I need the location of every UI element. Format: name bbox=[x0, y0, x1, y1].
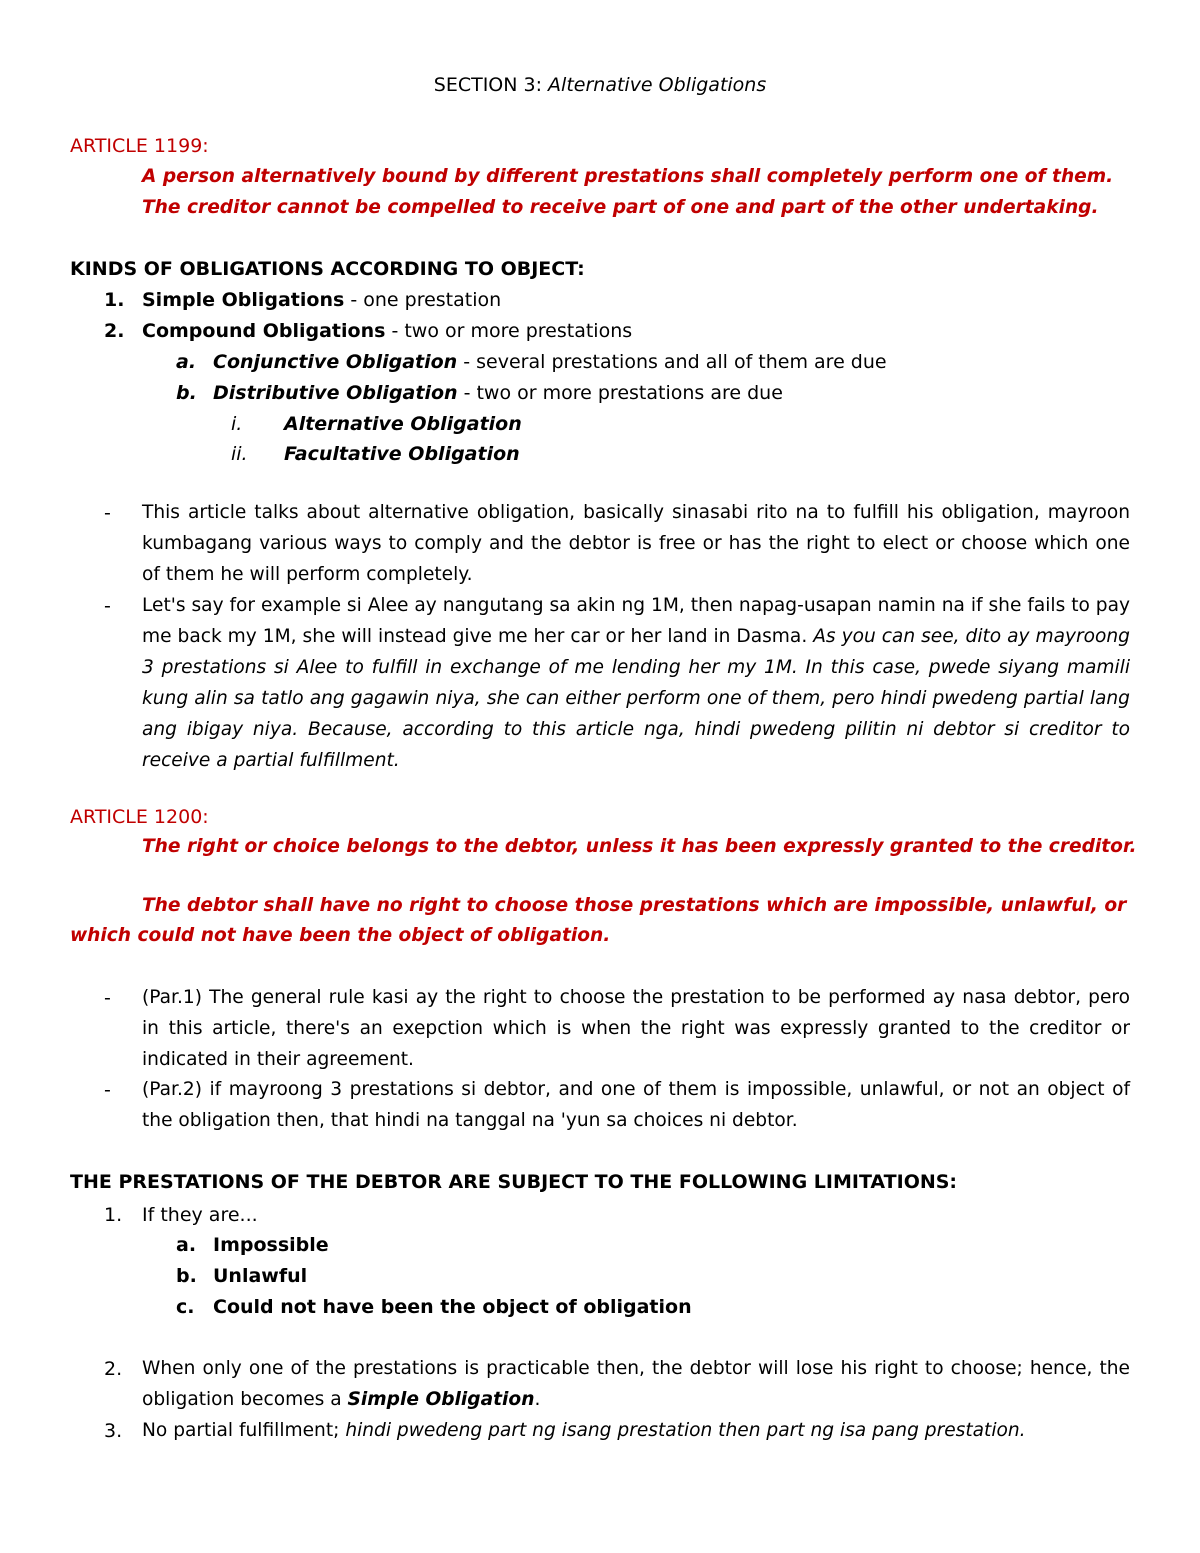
list-marker: i. bbox=[231, 413, 243, 435]
kinds-sublabel: Conjunctive Obligation bbox=[213, 351, 458, 373]
list-item-text bbox=[142, 1419, 1026, 1443]
kinds-desc: - two or more prestations bbox=[385, 320, 633, 342]
list-item-text: Unlawful bbox=[213, 1265, 308, 1287]
list-marker: a. bbox=[176, 351, 197, 373]
article-1199-line-2: The creditor cannot be compelled to receive part of one and part of the other undertaking. bbox=[142, 197, 1099, 218]
list-item-text: Could not have been the object of obligation bbox=[213, 1296, 692, 1318]
list-marker: b. bbox=[176, 382, 197, 404]
note-text: (Par.1) The general rule kasi ay the right to choose the prestation to be performed ay nasa debtor, pero in this article, there's an exepction which is when the right was expressly granted to the creditor or indicated in their agreement. bbox=[142, 987, 1130, 1070]
article-1200-par-2-line-2: which could not have been the object of obligation. bbox=[70, 925, 611, 946]
limitations-heading: THE PRESTATIONS OF THE DEBTOR ARE SUBJECT TO THE FOLLOWING LIMITATIONS: bbox=[70, 1171, 958, 1193]
kinds-subdesc: - two or more prestations are due bbox=[457, 382, 783, 404]
bullet-marker: - bbox=[104, 595, 111, 617]
article-1199-heading: ARTICLE 1199: bbox=[70, 135, 209, 157]
note-text bbox=[142, 590, 1130, 776]
section-title bbox=[0, 73, 1200, 97]
section-prefix: SECTION 3: bbox=[433, 74, 549, 96]
limitations-item-plain: When only one of the prestations is practicable then, the debtor will lose his right to choose; hence, the obligation becomes a bbox=[142, 1358, 1130, 1410]
bullet-marker: - bbox=[104, 502, 111, 524]
kinds-desc: - one prestation bbox=[344, 289, 502, 311]
list-item-text bbox=[213, 381, 783, 405]
list-marker: c. bbox=[176, 1296, 195, 1318]
kinds-label: Compound Obligations bbox=[142, 320, 386, 342]
list-item-text: If they are... bbox=[142, 1204, 258, 1226]
list-item-text bbox=[142, 1353, 1130, 1415]
note-text-plain: Let's say for example si Alee ay nangutang sa akin ng 1M, then napag-usapan namin na if she fails to pay me back my 1M, she will instead give me her car or her land in Dasma. bbox=[142, 595, 1130, 647]
kinds-sublabel: Distributive Obligation bbox=[213, 382, 458, 404]
list-item-text bbox=[142, 288, 501, 312]
list-item-text bbox=[142, 319, 632, 343]
list-marker: a. bbox=[176, 1234, 197, 1256]
list-item-text: Alternative Obligation bbox=[284, 413, 522, 435]
list-item-text: Impossible bbox=[213, 1234, 329, 1256]
kinds-subdesc: - several prestations and all of them are due bbox=[457, 351, 887, 373]
bullet-marker: - bbox=[104, 987, 111, 1009]
list-marker: 2. bbox=[104, 1358, 123, 1380]
list-item-text bbox=[213, 350, 887, 374]
note-text: This article talks about alternative obligation, basically sinasabi rito na to fulfill his obligation, mayroon kumbagang various ways to comply and the debtor is free or has the right to elect or choose which one of them he will perform completely. bbox=[142, 502, 1130, 585]
limitations-item-italic: hindi pwedeng part ng isang prestation then part ng isa pang prestation. bbox=[345, 1420, 1026, 1441]
kinds-label: Simple Obligations bbox=[142, 289, 345, 311]
bullet-marker: - bbox=[104, 1079, 111, 1101]
article-1200-par-1: The right or choice belongs to the debtor, unless it has been expressly granted to the creditor. bbox=[142, 836, 1137, 857]
list-marker: 3. bbox=[104, 1420, 123, 1442]
list-item-text: Facultative Obligation bbox=[284, 443, 520, 465]
article-1200-heading: ARTICLE 1200: bbox=[70, 806, 209, 828]
note-text: (Par.2) if mayroong 3 prestations si debtor, and one of them is impossible, unlawful, or not an object of the obligation then, that hindi na tanggal na 'yun sa choices ni debtor. bbox=[142, 1079, 1130, 1131]
kinds-heading: KINDS OF OBLIGATIONS ACCORDING TO OBJECT: bbox=[70, 258, 585, 280]
note-text-italic: As you can see, dito ay mayroong 3 prestations si Alee to fulfill in exchange of me lending her my 1M. In this case, pwede siyang mamili kung alin sa tatlo ang gagawin niya, she can either perform one of them, pero hindi pwedeng partial lang ang ibigay niya. Because, according to this article nga, hindi pwedeng pilitin ni debtor si creditor to receive a partial fulfillment. bbox=[142, 626, 1130, 771]
limitations-item-plain: No partial fulfillment; bbox=[142, 1420, 346, 1441]
list-marker: 1. bbox=[104, 289, 125, 311]
limitations-item-end: . bbox=[534, 1389, 541, 1410]
list-marker: b. bbox=[176, 1265, 197, 1287]
article-1200-par-2-line-1: The debtor shall have no right to choose those prestations which are impossible, unlawful, or bbox=[142, 895, 1127, 916]
list-marker: 2. bbox=[104, 320, 125, 342]
list-marker: ii. bbox=[231, 443, 248, 465]
limitations-item-emphasis: Simple Obligation bbox=[347, 1389, 535, 1410]
article-1199-line-1: A person alternatively bound by different prestations shall completely perform one of them. bbox=[142, 166, 1114, 187]
list-marker: 1. bbox=[104, 1204, 123, 1226]
section-title-text: Alternative Obligations bbox=[548, 74, 767, 96]
